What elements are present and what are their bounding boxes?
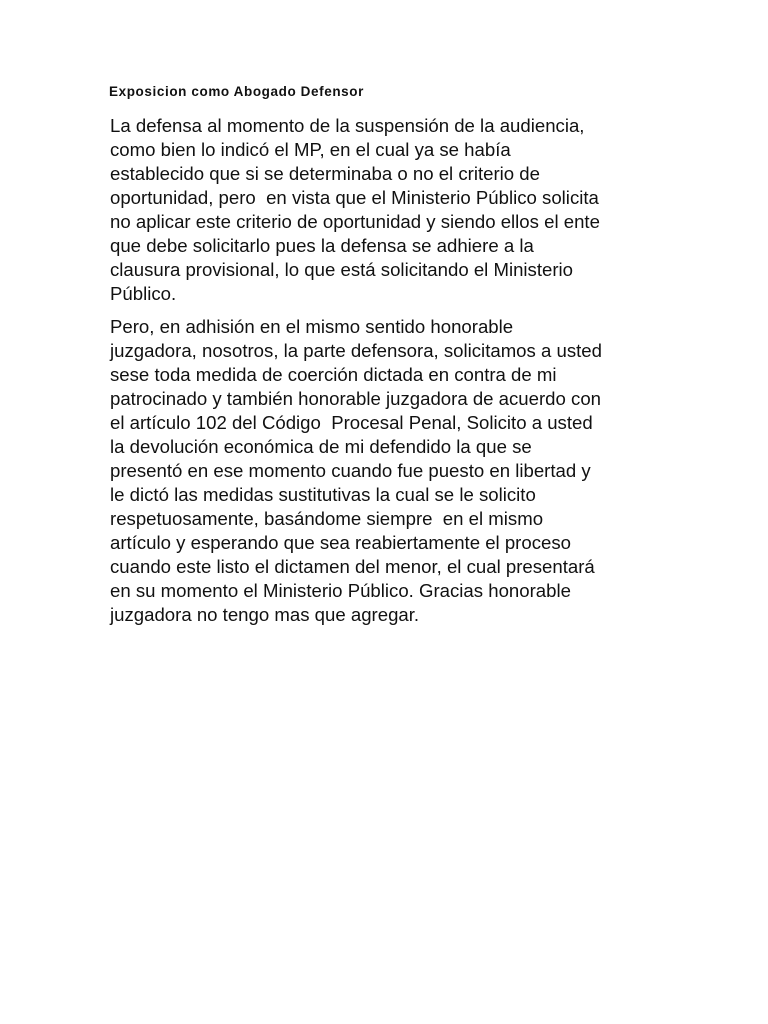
- text-line: oportunidad, pero en vista que el Ministerio Público solicita: [110, 187, 599, 208]
- text-line: le dictó las medidas sustitutivas la cual se le solicito: [110, 484, 536, 505]
- text-line: en su momento el Ministerio Público. Gracias honorable: [110, 580, 571, 601]
- document-title: Exposicion como Abogado Defensor: [109, 84, 364, 99]
- text-line: como bien lo indicó el MP, en el cual ya se había: [110, 139, 511, 160]
- text-line: juzgadora, nosotros, la parte defensora, solicitamos a usted: [110, 340, 602, 361]
- text-line: presentó en ese momento cuando fue puesto en libertad y: [110, 460, 591, 481]
- paragraph-1: [110, 114, 600, 306]
- text-line: establecido que si se determinaba o no el criterio de: [110, 163, 540, 184]
- text-line: respetuosamente, basándome siempre en el mismo: [110, 508, 544, 529]
- paragraph-2: [110, 315, 602, 627]
- text-line: juzgadora no tengo mas que agregar.: [110, 604, 420, 625]
- text-line: sese toda medida de coerción dictada en contra de mi: [110, 364, 557, 385]
- text-line: no aplicar este criterio de oportunidad y siendo ellos el ente: [110, 211, 600, 232]
- text-line: clausura provisional, lo que está solicitando el Ministerio: [110, 259, 574, 280]
- text-line: artículo y esperando que sea reabiertamente el proceso: [110, 532, 571, 553]
- text-line: Público.: [110, 283, 177, 304]
- text-line: el artículo 102 del Código Procesal Penal, Solicito a usted: [110, 412, 593, 433]
- text-line: Pero, en adhisión en el mismo sentido honorable: [110, 316, 514, 337]
- text-line: la devolución económica de mi defendido la que se: [110, 436, 532, 457]
- text-line: La defensa al momento de la suspensión de la audiencia,: [110, 115, 585, 136]
- text-line: cuando este listo el dictamen del menor, el cual presentará: [110, 556, 595, 577]
- text-line: que debe solicitarlo pues la defensa se adhiere a la: [110, 235, 534, 256]
- text-line: patrocinado y también honorable juzgadora de acuerdo con: [110, 388, 602, 409]
